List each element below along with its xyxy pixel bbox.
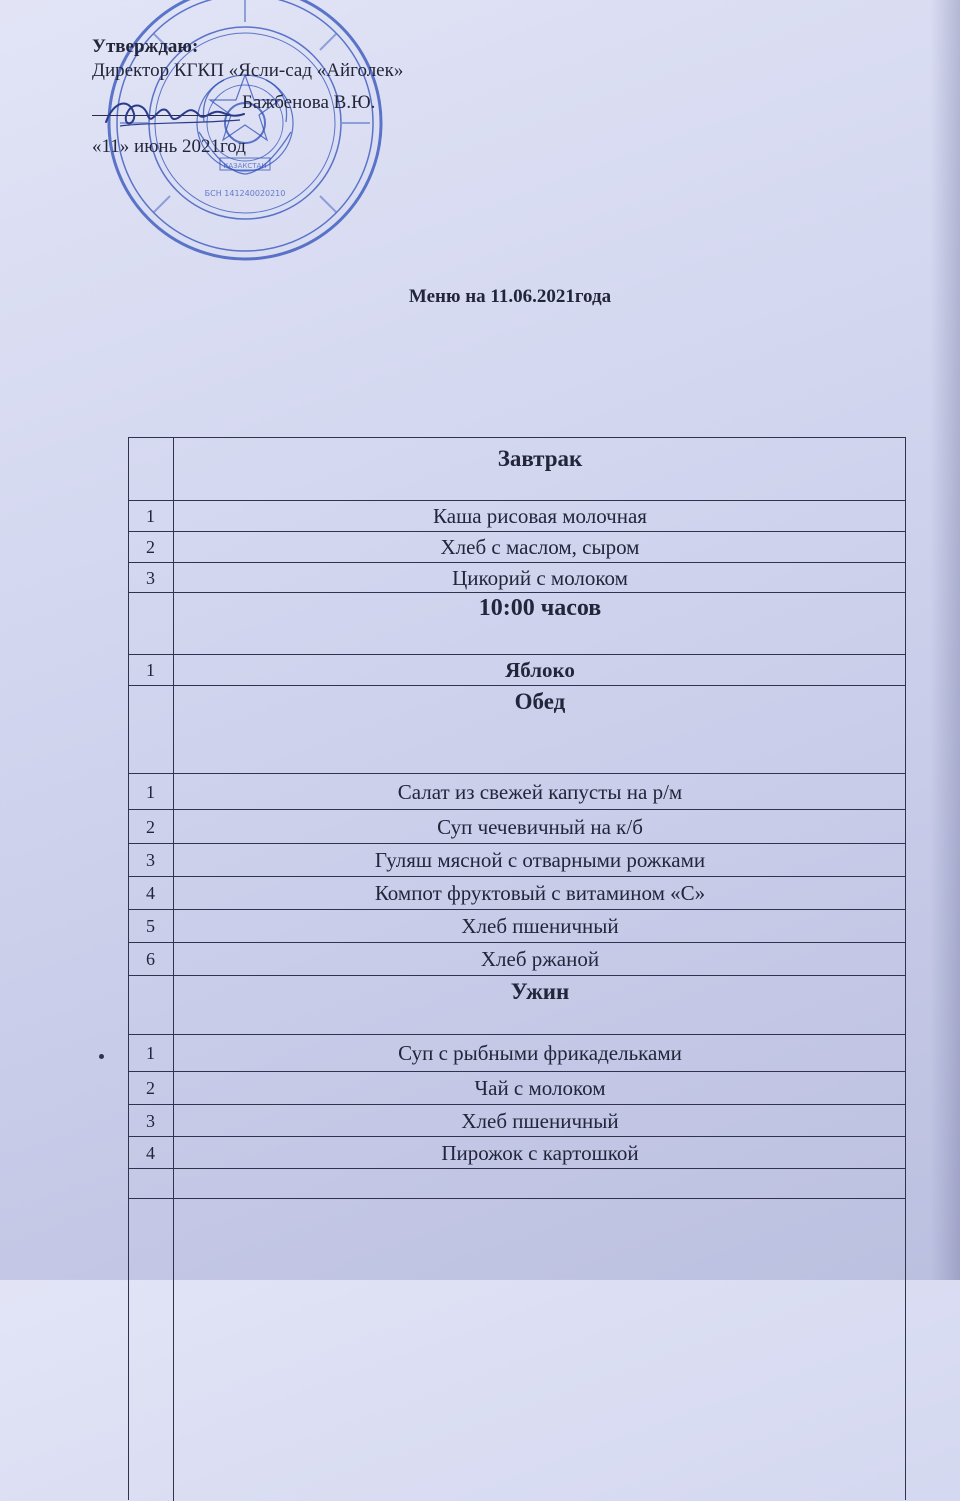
row-number: 3 [128,1105,174,1137]
row-number: 2 [128,810,174,844]
table-blank-area [128,1198,906,1501]
dish-name: Хлеб пшеничный [461,1108,619,1133]
dish-name: Компот фруктовый с витамином «С» [374,881,706,905]
stray-bullet-mark [99,1054,104,1059]
table-row [128,942,906,976]
row-number: 1 [128,1035,174,1072]
table-row [128,562,906,593]
row-number: 3 [128,563,174,593]
dish-name: Яблоко [505,658,575,682]
dish-name: Чай с молоком [474,1076,606,1100]
table-row [128,1136,906,1169]
approval-title: Утверждаю: [92,36,199,57]
dish-name: Хлеб ржаной [480,947,600,971]
approval-date: «11» июнь 2021год [92,136,246,157]
row-number: 4 [128,1137,174,1169]
dish-name: Суп чечевичный на к/б [437,814,643,839]
seal-bin-text: БСН 141240020210 [204,189,286,198]
section-lunch-header [128,685,906,774]
table-row [128,773,906,810]
page-edge-shadow [930,0,960,1280]
menu-table [128,437,906,1500]
dish-name: Пирожок с картошкой [441,1140,639,1165]
row-number: 2 [128,532,174,563]
row-number: 1 [128,774,174,810]
dish-name: Суп с рыбными фрикадельками [398,1041,682,1065]
table-row [128,876,906,910]
table-row-empty [128,1168,906,1199]
dish-name: Хлеб пшеничный [461,914,619,938]
row-number: 5 [128,910,174,943]
dish-name: Хлеб с маслом, сыром [440,535,640,559]
row-number: 6 [128,943,174,976]
approval-position: Директор КГКП «Ясли-сад «Айголек» [92,60,404,81]
dish-name: Салат из свежей капусты на р/м [397,779,683,804]
section-heading: Ужин [510,979,570,1004]
section-breakfast-header [128,437,906,501]
table-row [128,1034,906,1072]
row-number: 1 [128,655,174,686]
table-row [128,1104,906,1137]
section-heading: Завтрак [497,446,583,471]
row-number: 3 [128,844,174,877]
dish-name: Гуляш мясной с отварными рожками [374,848,706,872]
dish-name: Каша рисовая молочная [433,504,647,528]
row-number: 1 [128,501,174,532]
table-row [128,909,906,943]
row-number: 2 [128,1072,174,1105]
table-row [128,654,906,686]
seal-country-text: КАЗАКСТАН [223,162,267,170]
row-number: 4 [128,877,174,910]
section-heading: Обед [514,689,566,714]
approval-signatory: Бажбенова В.Ю. [242,92,376,113]
handwritten-signature [100,92,250,136]
table-row [128,1071,906,1105]
section-heading: 10:00 часов [478,595,602,621]
section-dinner-header [128,975,906,1035]
table-row [128,809,906,844]
section-snack-header [128,592,906,655]
table-row [128,500,906,532]
document-title: Меню на 11.06.2021года [408,286,612,307]
table-row [128,531,906,563]
dish-name: Цикорий с молоком [452,565,628,590]
table-row [128,843,906,877]
